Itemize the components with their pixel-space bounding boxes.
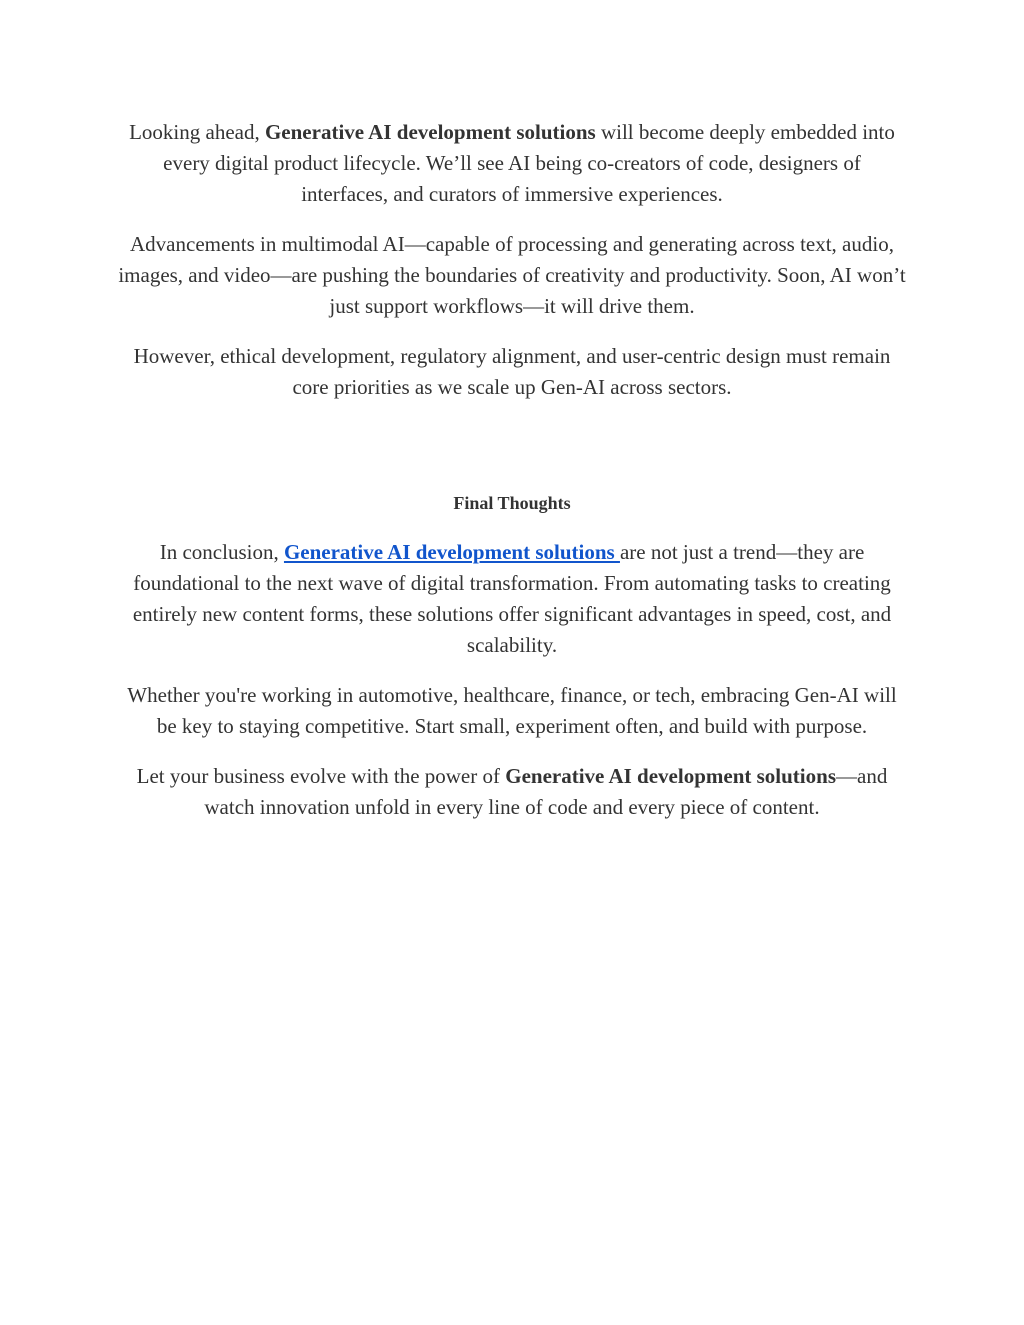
paragraph-text: In conclusion, xyxy=(159,540,284,564)
document-body xyxy=(118,117,906,842)
bold-keyword: Generative AI development solutions xyxy=(264,120,596,144)
bold-keyword: Generative AI development solutions xyxy=(505,764,836,788)
paragraph-text: will become deeply embedded into every digital product lifecycle. We’ll see AI being co-creators of code, designers of interfaces, and curators of immersive experiences. xyxy=(163,120,895,206)
paragraph-text: Looking ahead, xyxy=(129,120,265,144)
paragraph-text: Let your business evolve with the power of xyxy=(136,764,506,788)
paragraph-conclusion xyxy=(118,537,906,661)
paragraph-closing xyxy=(118,761,906,823)
paragraph-text: —and watch innovation unfold in every line of code and every piece of content. xyxy=(204,764,888,819)
final-thoughts-heading: Final Thoughts xyxy=(453,493,571,513)
paragraph-ethics: However, ethical development, regulatory alignment, and user-centric design must remain core priorities as we scale up Gen-AI across sectors. xyxy=(133,344,891,399)
paragraph-multimodal: Advancements in multimodal AI—capable of processing and generating across text, audio, images, and video—are pushing the boundaries of creativity and productivity. Soon, AI won’t just support workflows—it will drive them. xyxy=(118,232,906,318)
generative-ai-link[interactable]: Generative AI development solutions xyxy=(283,540,620,564)
paragraph-text: are not just a trend—they are foundational to the next wave of digital transformation. From automating tasks to creating entirely new content forms, these solutions offer significant advantages in speed, cost, and scalability. xyxy=(132,540,892,657)
section-spacer xyxy=(118,422,906,489)
paragraph-industries: Whether you're working in automotive, healthcare, finance, or tech, embracing Gen-AI will be key to staying competitive. Start small, experiment often, and build with purpose. xyxy=(127,683,897,738)
paragraph-looking-ahead xyxy=(118,117,906,210)
